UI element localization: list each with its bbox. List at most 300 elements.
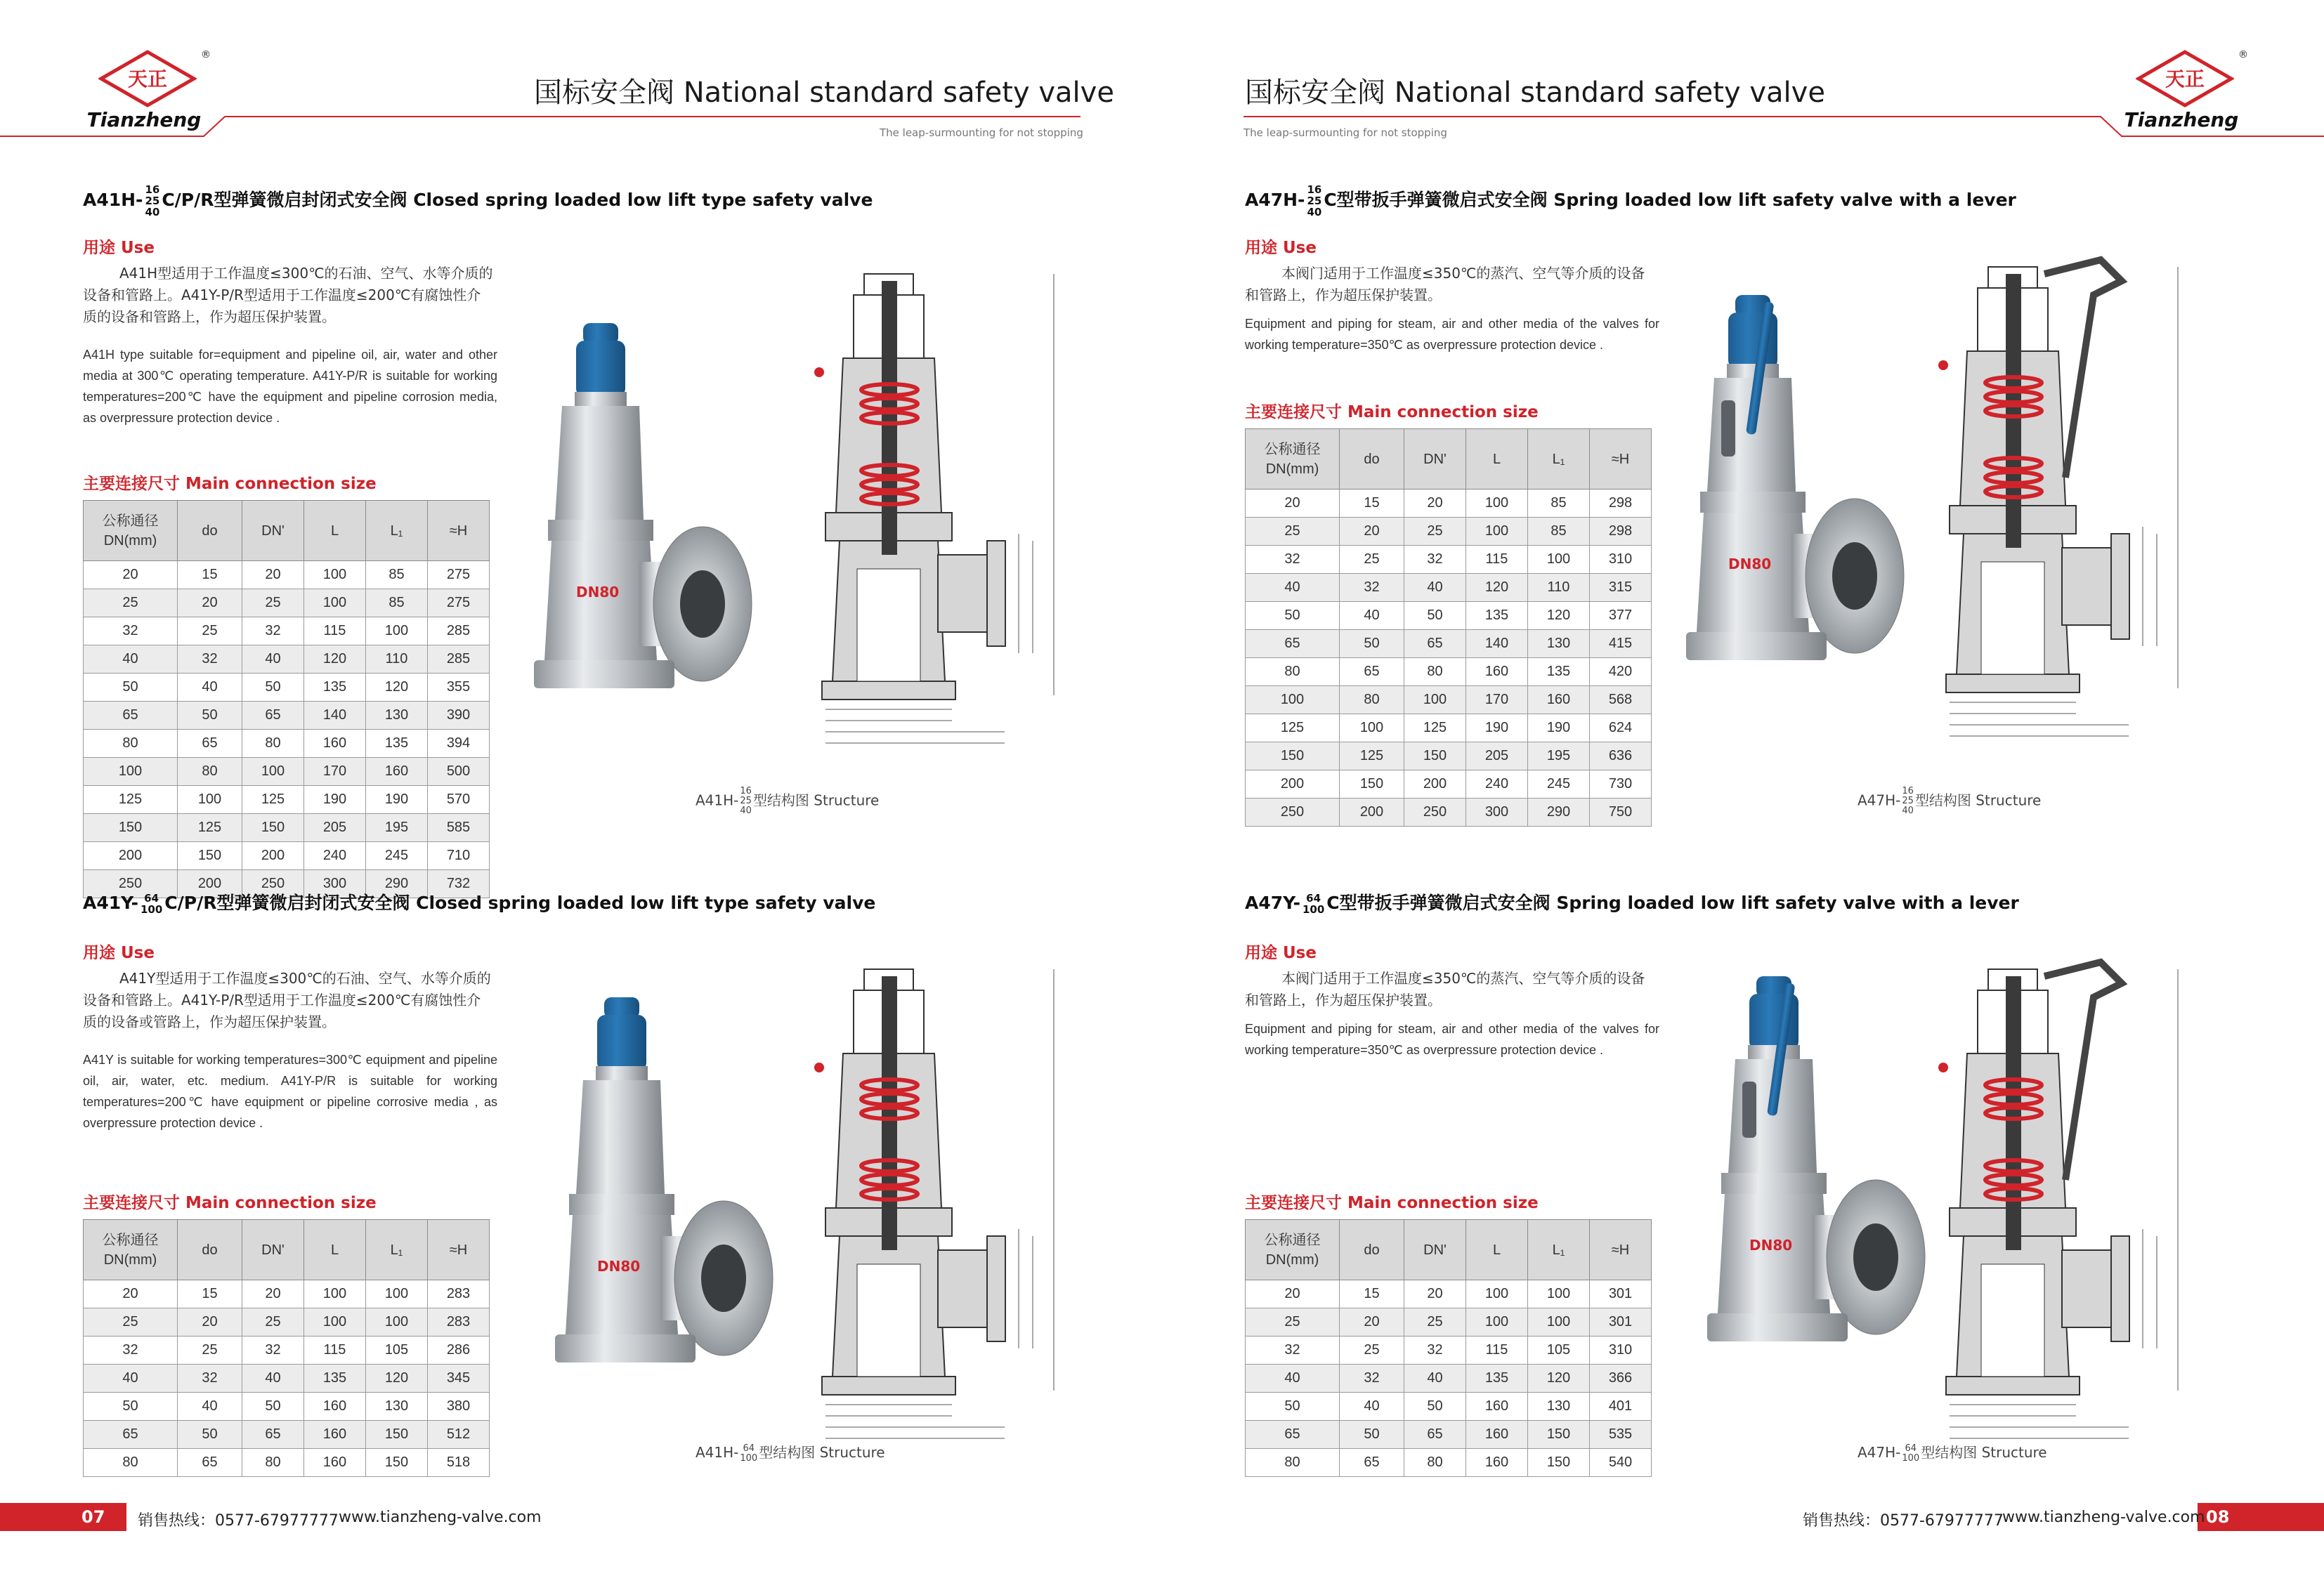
table-cell: 25 [242,1308,304,1337]
table-cell: 300 [1466,799,1528,827]
table-cell: 65 [1246,1421,1340,1449]
page-title-right: 国标安全阀 National standard safety valve [1245,77,1825,109]
table-row [84,561,490,589]
table-cell: 50 [1404,1393,1466,1421]
page-number-left: 07 [81,1507,105,1527]
column-header: 公称通径 DN(mm) [84,501,178,561]
model-code: A47H- [1245,190,1305,210]
table-cell: 130 [1528,1393,1590,1421]
table-cell: 150 [178,842,242,870]
pressure-class: 100 [140,903,163,916]
caption-text: 型结构图 Structure [1921,1444,2047,1461]
table-cell: 100 [1528,1308,1590,1337]
column-header: 公称通径 DN(mm) [84,1220,178,1280]
model-code: A41Y- [83,893,138,913]
table-cell: 377 [1590,602,1652,630]
table-cell: 160 [1466,1449,1528,1477]
use-description-en: A41H type suitable for=equipment and pipeline oil, air, water and other media at 300℃ operating temperature. A41Y-P/R is suitable for working temperatures=200℃ have the equipment and pipeline corrosion media, as overpressure protection device . [83,348,497,425]
table-row [84,730,490,758]
table-cell: 32 [1404,1337,1466,1365]
column-header: L₁ [366,501,428,561]
section-title [83,184,873,218]
table-row [84,842,490,870]
table-cell: 135 [366,730,428,758]
table-cell: 160 [1528,686,1590,714]
footer-bar-left [0,1503,126,1531]
model-code: A41H- [83,190,143,210]
table-cell: 40 [84,645,178,674]
table-cell: 286 [428,1337,490,1365]
table-cell: 150 [1404,742,1466,770]
table-cell: 85 [1528,518,1590,546]
column-header: ≈H [428,501,490,561]
table-cell: 100 [1528,546,1590,574]
table-cell: 285 [428,617,490,645]
table-cell: 100 [304,1308,366,1337]
column-header: 公称通径 DN(mm) [1246,429,1340,490]
table-cell: 32 [1246,546,1340,574]
caption-text: 型结构图 Structure [1914,792,2042,809]
table-cell: 20 [84,1280,178,1308]
table-cell: 636 [1590,742,1652,770]
model-description: C/P/R型弹簧微启封闭式安全阀 Closed spring loaded low lift type safety valve [164,893,876,913]
table-row [84,1393,490,1421]
table-cell: 20 [1246,490,1340,518]
table-cell: 50 [84,1393,178,1421]
model-description: C型带扳手弹簧微启式安全阀 Spring loaded low lift safety valve with a lever [1324,190,2016,210]
table-cell: 366 [1590,1365,1652,1393]
table-cell: 160 [1466,1421,1528,1449]
table-cell: 160 [304,1393,366,1421]
hotline-left: 销售热线：0577-67977777 [138,1512,339,1530]
table-cell: 80 [178,758,242,786]
svg-text:DN80: DN80 [1749,1237,1793,1254]
table-cell: 200 [1340,799,1404,827]
table-cell: 190 [304,786,366,814]
column-header: L [304,1220,366,1280]
brand-name: Tianzheng [2124,108,2239,131]
table-cell: 624 [1590,714,1652,742]
table-cell: 135 [304,1365,366,1393]
table-cell: 15 [1340,490,1404,518]
table-row [1246,630,1652,658]
table-cell: 130 [366,1393,428,1421]
model-description: C型带扳手弹簧微启式安全阀 Spring loaded low lift safety valve with a lever [1326,893,2019,913]
structure-caption [1858,787,2041,816]
table-cell: 585 [428,814,490,842]
table-cell: 65 [84,702,178,730]
page-title-left: 国标安全阀 National standard safety valve [534,77,1114,109]
table-cell: 298 [1590,518,1652,546]
size-heading: 主要连接尺寸 Main connection size [83,475,377,493]
pressure-fraction [1303,893,1324,915]
table-cell: 300 [304,870,366,898]
table-cell: 135 [1528,658,1590,686]
table-cell: 512 [428,1421,490,1449]
table-cell: 200 [1404,770,1466,799]
table-cell: 40 [242,645,304,674]
structure-drawing-icon [801,260,1082,751]
table-cell: 20 [1404,1280,1466,1308]
table-cell: 100 [1466,1280,1528,1308]
table-cell: 40 [1404,1365,1466,1393]
pressure-fraction [740,1444,757,1464]
table-cell: 200 [178,870,242,898]
column-header: ≈H [1590,1220,1652,1280]
table-cell: 150 [366,1449,428,1477]
svg-text:DN80: DN80 [597,1258,641,1275]
table-cell: 15 [178,1280,242,1308]
table-cell: 150 [1528,1421,1590,1449]
use-heading: 用途 Use [83,239,155,257]
table-cell: 50 [178,1421,242,1449]
table-cell: 380 [428,1393,490,1421]
table-cell: 25 [84,1308,178,1337]
section-title [1245,889,2019,915]
use-heading: 用途 Use [1245,239,1317,257]
table-cell: 80 [242,730,304,758]
column-header: L [1466,429,1528,490]
pressure-fraction [1902,1444,1919,1464]
pressure-class: 40 [145,206,160,218]
table-cell: 20 [178,589,242,617]
page-number-right: 08 [2206,1507,2230,1527]
column-header: do [178,501,242,561]
pressure-fraction [1307,184,1321,218]
table-cell: 120 [304,645,366,674]
table-cell: 120 [366,674,428,702]
table-cell: 50 [1246,1393,1340,1421]
use-heading: 用途 Use [1245,944,1317,962]
tagline-right: The leap-surmounting for not stopping [1243,126,1447,139]
pressure-class: 64 [144,892,159,905]
connection-size-table [83,1219,490,1477]
table-row [1246,1337,1652,1365]
table-cell: 80 [1246,1449,1340,1477]
table-cell: 100 [366,617,428,645]
table-cell: 80 [84,730,178,758]
table-cell: 32 [1404,546,1466,574]
table-cell: 32 [178,645,242,674]
table-header-row [1246,1220,1652,1280]
table-cell: 40 [1246,1365,1340,1393]
column-header: do [1340,429,1404,490]
column-header: DN' [1404,1220,1466,1280]
table-row [1246,1308,1652,1337]
column-header: do [178,1220,242,1280]
structure-drawing-icon [801,955,1082,1447]
table-cell: 100 [1466,490,1528,518]
table-cell: 100 [1466,518,1528,546]
table-cell: 100 [242,758,304,786]
table-cell: 570 [428,786,490,814]
table-cell: 301 [1590,1308,1652,1337]
table-row [1246,658,1652,686]
table-cell: 25 [242,589,304,617]
table-cell: 568 [1590,686,1652,714]
column-header: L [304,501,366,561]
table-cell: 40 [178,1393,242,1421]
table-cell: 110 [366,645,428,674]
connection-size-table [83,500,490,898]
use-description-en: A41Y is suitable for working temperatures=300℃ equipment and pipeline oil, air, water, etc. medium. A41Y-P/R is suitable for working temperatures=200℃ have equipment or pipeline corrosive media , as overpressure protection device . [83,1053,497,1130]
table-cell: 135 [1466,602,1528,630]
table-cell: 160 [304,1421,366,1449]
table-cell: 105 [366,1337,428,1365]
table-cell: 730 [1590,770,1652,799]
table-cell: 65 [178,730,242,758]
pressure-class: 16 [145,183,160,196]
column-header: do [1340,1220,1404,1280]
table-cell: 80 [1246,658,1340,686]
pressure-class: 25 [740,796,752,806]
website-left[interactable]: www.tianzheng-valve.com [339,1509,542,1526]
table-row [84,786,490,814]
table-header-row [1246,429,1652,490]
use-description-cn: A41H型适用于工作温度≤300℃的石油、空气、水等介质的设备和管路上。A41Y-P/R型适用于工作温度≤200℃有腐蚀性介质的设备和管路上，作为超压保护装置。 [83,265,493,325]
column-header: DN' [242,501,304,561]
table-row [1246,490,1652,518]
table-cell: 65 [1404,1421,1466,1449]
table-cell: 190 [1466,714,1528,742]
pressure-class: 40 [1902,806,1914,816]
table-row [1246,574,1652,602]
table-cell: 25 [1404,1308,1466,1337]
table-cell: 290 [1528,799,1590,827]
size-heading: 主要连接尺寸 Main connection size [1245,403,1539,421]
table-row [1246,1449,1652,1477]
table-cell: 140 [304,702,366,730]
table-cell: 15 [178,561,242,589]
table-cell: 20 [1340,1308,1404,1337]
table-cell: 100 [366,1308,428,1337]
table-row [1246,518,1652,546]
table-row [84,617,490,645]
table-cell: 32 [178,1365,242,1393]
table-cell: 125 [1404,714,1466,742]
table-cell: 20 [242,561,304,589]
table-cell: 100 [1340,714,1404,742]
table-cell: 710 [428,842,490,870]
table-cell: 115 [304,617,366,645]
table-cell: 100 [1466,1308,1528,1337]
table-row [84,814,490,842]
table-row [84,1308,490,1337]
pressure-class: 16 [1902,786,1914,796]
table-row [1246,799,1652,827]
caption-model: A47H- [1858,792,1901,809]
valve-photo-icon [1707,962,1932,1412]
table-cell: 298 [1590,490,1652,518]
table-cell: 32 [84,1337,178,1365]
table-cell: 115 [304,1337,366,1365]
table-cell: 25 [178,617,242,645]
column-header: 公称通径 DN(mm) [1246,1220,1340,1280]
table-row [1246,1393,1652,1421]
column-header: ≈H [428,1220,490,1280]
table-cell: 65 [178,1449,242,1477]
column-header: ≈H [1590,429,1652,490]
table-cell: 120 [1466,574,1528,602]
table-cell: 85 [366,589,428,617]
table-cell: 120 [1528,602,1590,630]
table-cell: 50 [242,1393,304,1421]
table-cell: 25 [178,1337,242,1365]
use-description-en: Equipment and piping for steam, air and other media of the valves for working temperature=350℃ as overpressure protection device . [1245,317,1659,352]
table-cell: 50 [1340,630,1404,658]
table-cell: 65 [1340,658,1404,686]
table-cell: 190 [1528,714,1590,742]
table-cell: 420 [1590,658,1652,686]
table-cell: 125 [178,814,242,842]
table-cell: 130 [366,702,428,730]
table-row [1246,1421,1652,1449]
table-row [1246,742,1652,770]
table-cell: 50 [242,674,304,702]
table-row [1246,714,1652,742]
pressure-class: 100 [1302,903,1325,916]
table-cell: 285 [428,645,490,674]
column-header: L [1466,1220,1528,1280]
pressure-fraction [740,787,752,816]
table-cell: 50 [1404,602,1466,630]
table-cell: 125 [1340,742,1404,770]
table-cell: 25 [1404,518,1466,546]
website-right[interactable]: www.tianzheng-valve.com [2002,1509,2205,1526]
table-cell: 540 [1590,1449,1652,1477]
table-cell: 150 [1340,770,1404,799]
registered-mark: ® [201,49,211,60]
table-cell: 65 [1404,630,1466,658]
table-cell: 732 [428,870,490,898]
pressure-class: 64 [1905,1443,1917,1454]
table-row [84,645,490,674]
table-cell: 32 [1340,1365,1404,1393]
table-cell: 40 [1340,1393,1404,1421]
table-cell: 200 [84,842,178,870]
connection-size-table [1245,1219,1652,1477]
table-cell: 250 [84,870,178,898]
table-row [1246,546,1652,574]
caption-model: A41H- [696,792,739,809]
tagline-left: The leap-surmounting for not stopping [880,126,1083,139]
caption-text: 型结构图 Structure [759,1444,885,1461]
table-cell: 40 [1246,574,1340,602]
pressure-class: 100 [1902,1452,1920,1464]
size-heading: 主要连接尺寸 Main connection size [83,1194,377,1212]
table-row [84,758,490,786]
table-cell: 25 [84,589,178,617]
table-cell: 40 [84,1365,178,1393]
table-cell: 310 [1590,546,1652,574]
table-cell: 65 [242,1421,304,1449]
table-cell: 40 [178,674,242,702]
table-row [84,1449,490,1477]
table-cell: 100 [84,758,178,786]
pressure-class: 40 [740,806,752,816]
table-cell: 80 [1404,658,1466,686]
table-header-row [84,1220,490,1280]
table-cell: 301 [1590,1280,1652,1308]
table-cell: 150 [1528,1449,1590,1477]
table-cell: 160 [366,758,428,786]
table-cell: 20 [1246,1280,1340,1308]
table-cell: 85 [366,561,428,589]
table-cell: 500 [428,758,490,786]
pressure-class: 16 [740,786,752,796]
table-cell: 115 [1466,1337,1528,1365]
table-row [1246,770,1652,799]
table-cell: 50 [84,674,178,702]
table-cell: 100 [178,786,242,814]
valve-photo-icon [555,983,780,1433]
table-cell: 80 [1340,686,1404,714]
column-header: DN' [1404,429,1466,490]
table-cell: 25 [1340,1337,1404,1365]
column-header: L₁ [1528,1220,1590,1280]
table-cell: 40 [242,1365,304,1393]
use-heading: 用途 Use [83,944,155,962]
table-cell: 283 [428,1280,490,1308]
table-cell: 25 [1246,518,1340,546]
table-cell: 120 [366,1365,428,1393]
table-cell: 160 [304,730,366,758]
pressure-class: 64 [1306,892,1321,905]
table-cell: 205 [1466,742,1528,770]
table-cell: 110 [1528,574,1590,602]
table-cell: 125 [242,786,304,814]
structure-drawing-icon [1925,955,2206,1447]
table-cell: 160 [1466,1393,1528,1421]
valve-photo-icon [1686,281,1911,730]
table-row [1246,602,1652,630]
table-cell: 50 [1340,1421,1404,1449]
model-description: C/P/R型弹簧微启封闭式安全阀 Closed spring loaded low lift type safety valve [162,190,873,210]
section-title [83,889,875,915]
header-rule [0,0,2324,155]
structure-caption [696,787,879,816]
table-cell: 245 [1528,770,1590,799]
table-header-row [84,501,490,561]
table-cell: 130 [1528,630,1590,658]
table-cell: 200 [242,842,304,870]
table-cell: 275 [428,589,490,617]
table-row [1246,1280,1652,1308]
table-row [84,1421,490,1449]
table-cell: 115 [1466,546,1528,574]
table-cell: 205 [304,814,366,842]
table-cell: 283 [428,1308,490,1337]
column-header: L₁ [1528,429,1590,490]
pressure-fraction [1902,787,1914,816]
table-cell: 15 [1340,1280,1404,1308]
table-cell: 240 [1466,770,1528,799]
table-cell: 100 [1404,686,1466,714]
caption-text: 型结构图 Structure [752,792,880,809]
table-cell: 240 [304,842,366,870]
table-cell: 20 [1404,490,1466,518]
table-row [84,1280,490,1308]
column-header: DN' [242,1220,304,1280]
table-cell: 390 [428,702,490,730]
table-cell: 200 [1246,770,1340,799]
table-cell: 135 [1466,1365,1528,1393]
table-cell: 50 [1246,602,1340,630]
table-cell: 170 [304,758,366,786]
brand-name: Tianzheng [86,108,202,131]
table-cell: 100 [304,589,366,617]
table-cell: 150 [84,814,178,842]
